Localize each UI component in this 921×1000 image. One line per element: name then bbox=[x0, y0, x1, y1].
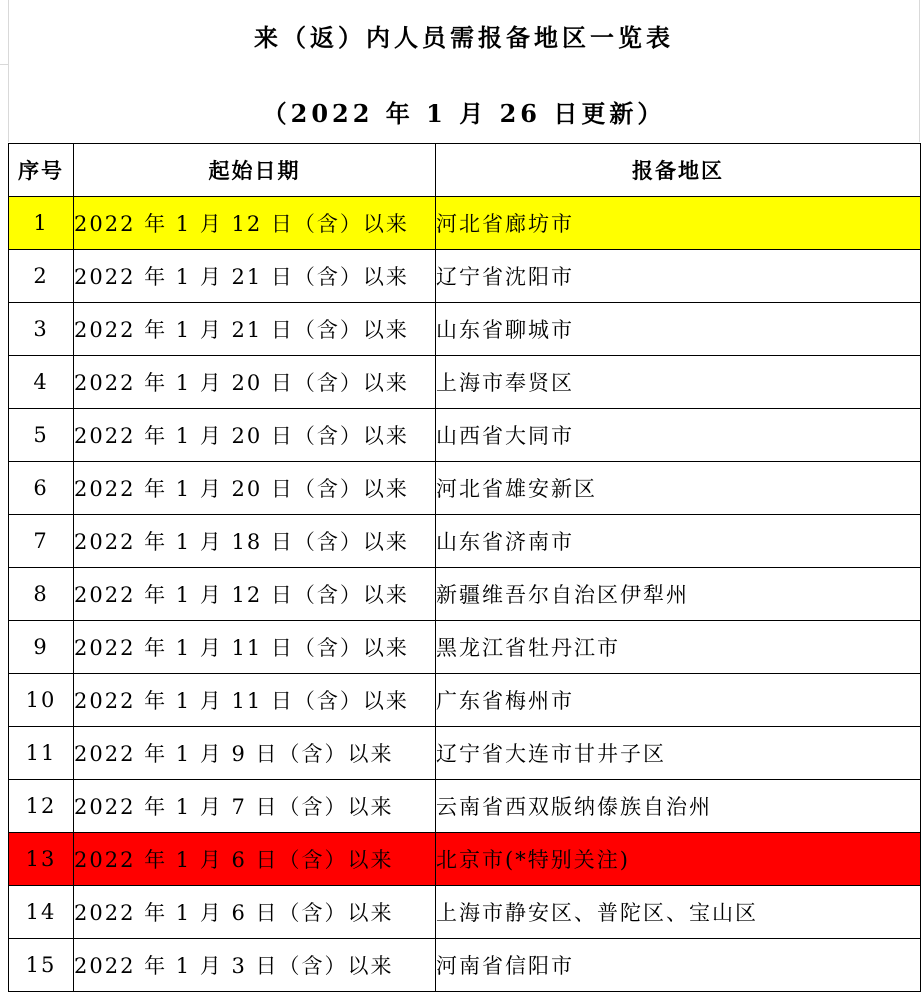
start-date-cell[interactable]: 2022 年 1 月 7 日（含）以来 bbox=[74, 780, 436, 833]
header-number[interactable]: 序号 bbox=[9, 144, 74, 197]
table-row bbox=[9, 674, 921, 727]
row-number-cell[interactable]: 1 bbox=[9, 197, 74, 250]
table-row bbox=[9, 409, 921, 462]
table-row bbox=[9, 568, 921, 621]
region-cell[interactable]: 云南省西双版纳傣族自治州 bbox=[436, 780, 921, 833]
table-row bbox=[9, 939, 921, 992]
region-cell[interactable]: 山西省大同市 bbox=[436, 409, 921, 462]
row-number-cell[interactable]: 3 bbox=[9, 303, 74, 356]
region-cell[interactable]: 山东省聊城市 bbox=[436, 303, 921, 356]
table-row bbox=[9, 727, 921, 780]
table-row bbox=[9, 462, 921, 515]
start-date-cell[interactable]: 2022 年 1 月 6 日（含）以来 bbox=[74, 886, 436, 939]
region-cell[interactable]: 河南省信阳市 bbox=[436, 939, 921, 992]
region-cell[interactable]: 上海市奉贤区 bbox=[436, 356, 921, 409]
table-row bbox=[9, 197, 921, 250]
row-number-cell[interactable]: 8 bbox=[9, 568, 74, 621]
table-header-row bbox=[9, 144, 921, 197]
row-number-cell[interactable]: 4 bbox=[9, 356, 74, 409]
row-number-cell[interactable]: 13 bbox=[9, 833, 74, 886]
region-cell[interactable]: 黑龙江省牡丹江市 bbox=[436, 621, 921, 674]
row-number-cell[interactable]: 14 bbox=[9, 886, 74, 939]
report-table bbox=[8, 143, 921, 992]
table-row bbox=[9, 303, 921, 356]
row-number-cell[interactable]: 2 bbox=[9, 250, 74, 303]
region-cell[interactable]: 河北省雄安新区 bbox=[436, 462, 921, 515]
row-number-cell[interactable]: 12 bbox=[9, 780, 74, 833]
region-cell[interactable]: 辽宁省沈阳市 bbox=[436, 250, 921, 303]
region-cell[interactable]: 广东省梅州市 bbox=[436, 674, 921, 727]
row-number-cell[interactable]: 15 bbox=[9, 939, 74, 992]
start-date-cell[interactable]: 2022 年 1 月 21 日（含）以来 bbox=[74, 303, 436, 356]
page-title: 来（返）内人员需报备地区一览表 bbox=[254, 23, 674, 52]
start-date-cell[interactable]: 2022 年 1 月 21 日（含）以来 bbox=[74, 250, 436, 303]
header-start-date[interactable]: 起始日期 bbox=[74, 144, 436, 197]
region-cell[interactable]: 北京市(*特别关注) bbox=[436, 833, 921, 886]
start-date-cell[interactable]: 2022 年 1 月 11 日（含）以来 bbox=[74, 621, 436, 674]
start-date-cell[interactable]: 2022 年 1 月 12 日（含）以来 bbox=[74, 568, 436, 621]
table-row bbox=[9, 515, 921, 568]
start-date-cell[interactable]: 2022 年 1 月 9 日（含）以来 bbox=[74, 727, 436, 780]
table-row bbox=[9, 833, 921, 886]
table-row bbox=[9, 886, 921, 939]
row-number-cell[interactable]: 10 bbox=[9, 674, 74, 727]
row-number-cell[interactable]: 9 bbox=[9, 621, 74, 674]
region-cell[interactable]: 河北省廊坊市 bbox=[436, 197, 921, 250]
region-cell[interactable]: 新疆维吾尔自治区伊犁州 bbox=[436, 568, 921, 621]
row-number-cell[interactable]: 11 bbox=[9, 727, 74, 780]
start-date-cell[interactable]: 2022 年 1 月 20 日（含）以来 bbox=[74, 356, 436, 409]
region-cell[interactable]: 上海市静安区、普陀区、宝山区 bbox=[436, 886, 921, 939]
start-date-cell[interactable]: 2022 年 1 月 3 日（含）以来 bbox=[74, 939, 436, 992]
start-date-cell[interactable]: 2022 年 1 月 18 日（含）以来 bbox=[74, 515, 436, 568]
table-row bbox=[9, 780, 921, 833]
row-number-cell[interactable]: 7 bbox=[9, 515, 74, 568]
start-date-cell[interactable]: 2022 年 1 月 6 日（含）以来 bbox=[74, 833, 436, 886]
start-date-cell[interactable]: 2022 年 1 月 12 日（含）以来 bbox=[74, 197, 436, 250]
row-number-cell[interactable]: 6 bbox=[9, 462, 74, 515]
row-number-cell[interactable]: 5 bbox=[9, 409, 74, 462]
sheet-gridline bbox=[0, 64, 8, 65]
start-date-cell[interactable]: 2022 年 1 月 20 日（含）以来 bbox=[74, 409, 436, 462]
header-region[interactable]: 报备地区 bbox=[436, 144, 921, 197]
region-cell[interactable]: 山东省济南市 bbox=[436, 515, 921, 568]
start-date-cell[interactable]: 2022 年 1 月 20 日（含）以来 bbox=[74, 462, 436, 515]
page-subtitle: （2022 年 1 月 26 日更新） bbox=[262, 99, 666, 128]
table-row bbox=[9, 356, 921, 409]
table-row bbox=[9, 621, 921, 674]
table-row bbox=[9, 250, 921, 303]
region-cell[interactable]: 辽宁省大连市甘井子区 bbox=[436, 727, 921, 780]
start-date-cell[interactable]: 2022 年 1 月 11 日（含）以来 bbox=[74, 674, 436, 727]
